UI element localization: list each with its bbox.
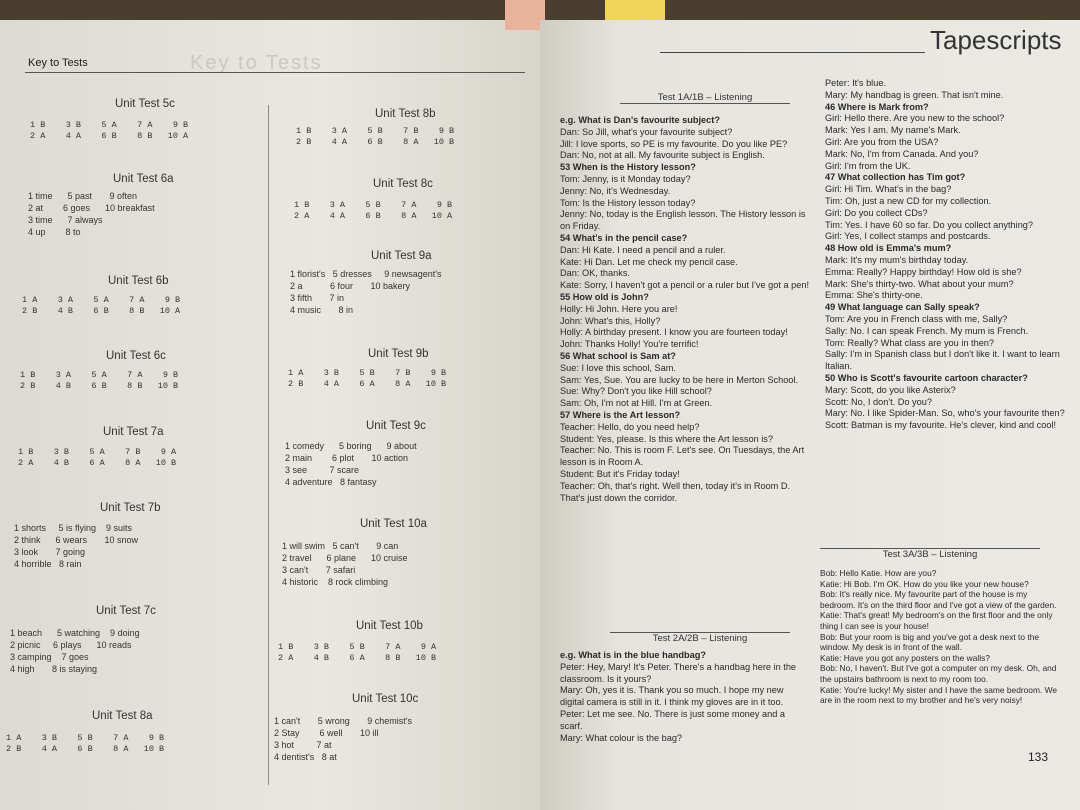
- page-header: Key to Tests: [28, 57, 88, 69]
- unit-title: Unit Test 8b: [375, 108, 436, 120]
- answers: 1 shorts 5 is flying 9 suits 2 think 6 wears 10 snow 3 look 7 going 4 horrible 8 rain: [14, 523, 139, 569]
- answers: 1 time 5 past 9 often 2 at 6 goes 10 breakfast 3 time 7 always 4 up 8 to: [28, 191, 155, 237]
- tapescript-column-2b: Bob: Hello Katie. How are you? Katie: Hi Bob. I'm OK. How do you like your new house? Bob: It's really nice. My favourite part of the house is my bedroom. It's on the third floor and I've got a view of the garden. Katie: That's great! My bedroom's on the first floor and the only thing I can see is your house! Bob: But your room is big and you've got a desk next to the window. My desk is in front of the wall. Katie: Have you got any posters on the walls? Bob: No, I haven't. But I've got a computer on my desk. Oh, and the upstairs bathroom is next to my room too. Katie: You're lucky! My sister and I have the same bedroom. We are in the room next to my brother and he's very noisy!: [820, 568, 1057, 706]
- section-heading: Test 3A/3B – Listening: [820, 548, 1040, 560]
- answers: 1 A 3 B 5 B 7 A 9 B 2 B 4 A 6 B 8 A 10 B: [6, 733, 165, 754]
- unit-title: Unit Test 5c: [115, 98, 175, 110]
- left-page: [0, 20, 540, 810]
- answers: 1 florist's 5 dresses 9 newsagent's 2 a 6 four 10 bakery 3 fifth 7 in 4 music 8 in: [290, 269, 442, 315]
- tapescript-column-1b: e.g. What is in the blue handbag? Peter: Hey, Mary! It's Peter. There's a handbag here in the classroom. Is it yours? Mary: Oh, yes it is. Thank you so much. I hope my new digital camera is still in it. I think my gloves are in it too. Peter: Let me see. No. There is just some money and a scarf. Mary: What colour is the bag?: [560, 650, 797, 743]
- answers: 1 A 3 A 5 A 7 A 9 B 2 B 4 B 6 B 8 B 10 A: [22, 295, 181, 316]
- unit-title: Unit Test 7c: [96, 605, 156, 617]
- answers: 1 beach 5 watching 9 doing 2 picnic 6 plays 10 reads 3 camping 7 goes 4 high 8 is staying: [10, 628, 140, 674]
- unit-title: Unit Test 8c: [373, 178, 433, 190]
- answers: 1 B 3 B 5 B 7 A 9 A 2 A 4 B 6 A 8 B 10 B: [278, 642, 437, 663]
- section-heading: Test 1A/1B – Listening: [620, 92, 790, 104]
- unit-title: Unit Test 9a: [371, 250, 432, 262]
- answers: 1 B 3 A 5 B 7 A 9 B 2 A 4 A 6 B 8 A 10 A: [294, 200, 453, 221]
- unit-title: Unit Test 9b: [368, 348, 429, 360]
- right-page: [540, 20, 1080, 810]
- unit-title: Unit Test 7a: [103, 426, 164, 438]
- answers: 1 B 3 B 5 A 7 A 9 B 2 A 4 A 6 B 8 B 10 A: [30, 120, 189, 141]
- unit-title: Unit Test 8a: [92, 710, 153, 722]
- header-rule: [25, 72, 525, 73]
- page-tab-sticker: [505, 0, 545, 30]
- unit-title: Unit Test 6a: [113, 173, 174, 185]
- answers: 1 B 3 A 5 A 7 A 9 B 2 B 4 B 6 B 8 B 10 B: [20, 370, 179, 391]
- unit-title: Unit Test 10b: [356, 620, 423, 632]
- page-tab-sticker: [605, 0, 665, 20]
- answers: 1 can't 5 wrong 9 chemist's 2 Stay 6 well 10 ill 3 hot 7 at 4 dentist's 8 at: [274, 716, 412, 762]
- column-divider: [268, 105, 269, 785]
- bleed-through-text: Key to Tests: [190, 52, 323, 74]
- answers: 1 comedy 5 boring 9 about 2 main 6 plot 10 action 3 see 7 scare 4 adventure 8 fantasy: [285, 441, 417, 487]
- answers: 1 B 3 A 5 B 7 B 9 B 2 B 4 A 6 B 8 A 10 B: [296, 126, 455, 147]
- unit-title: Unit Test 10c: [352, 693, 419, 705]
- tapescript-column-2: Peter: It's blue. Mary: My handbag is green. That isn't mine. 46 Where is Mark from? Girl: Hello there. Are you new to the school? Mark: Yes I am. My name's Mark. Girl: Are you from the USA? Mark: No, I'm from Canada. And you? Girl: I'm from the UK. 47 What collection has Tim got? Girl: Hi Tim. What's in the bag? Tim: Oh, just a new CD for my collection. Girl: Do you collect CDs? Tim: Yes. I have 60 so far. Do you collect anything? Girl: Yes, I collect stamps and postcards. 48 How old is Emma's mum? Mark: It's my mum's birthday today. Emma: Really? Happy birthday! How old is she? Mark: She's thirty-two. What about your mum? Emma: She's thirty-one. 49 What language can Sally speak? Tom: Are you in French class with me, Sally? Sally: No. I can speak French. My mum is French. Tom: Really? What class are you in then? Sally: I'm in Spanish class but I don't like it. I want to learn Italian. 50 Who is Scott's favourite cartoon character? Mary: Scott, do you like Asterix? Scott: No, I don't. Do you? Mary: No. I like Spider-Man. So, who's your favourite then? Scott: Batman is my favourite. He's clever, kind and cool!: [825, 78, 1065, 431]
- unit-title: Unit Test 6c: [106, 350, 166, 362]
- answers: 1 B 3 B 5 A 7 B 9 A 2 A 4 B 6 A 8 A 10 B: [18, 447, 177, 468]
- page-number: 133: [1028, 750, 1049, 764]
- answers: 1 A 3 B 5 B 7 B 9 B 2 B 4 A 6 A 8 A 10 B: [288, 368, 447, 389]
- tapescript-column-1: e.g. What is Dan's favourite subject? Dan: So Jill, what's your favourite subject? Jill: I love sports, so PE is my favourite. Do you like PE? Dan: No, not at all. My favourite subject is English. 53 When is the History lesson? Tom: Jenny, is it Monday today? Jenny: No, it's Wednesday. Tom: Is the History lesson today? Jenny: No, today is the English lesson. The History lesson is on Friday. 54 What's in the pencil case? Dan: Hi Kate. I need a pencil and a ruler. Kate: Hi Dan. Let me check my pencil case. Dan: OK, thanks. Kate: Sorry, I haven't got a pencil or a ruler but I've got a pen! 55 How old is John? Holly: Hi John. Here you are! John: What's this, Holly? Holly: A birthday present. I know you are fourteen today! John: Thanks Holly! You're terrific! 56 What school is Sam at? Sue: I love this school, Sam. Sam: Yes, Sue. You are lucky to be here in Merton School. Sue: Why? Don't you like Hill school? Sam: Oh, I'm not at Hill. I'm at Green. 57 Where is the Art lesson? Teacher: Hello, do you need help? Student: Yes, please. Is this where the Art lesson is? Teacher: No. This is room F. Let's see. On Tuesdays, the Art lesson is in Room A. Student: But it's Friday today! Teacher: Oh, that's right. Well then, today it's in Room D. That's just down the corridor.: [560, 115, 809, 503]
- unit-title: Unit Test 6b: [108, 275, 169, 287]
- unit-title: Unit Test 9c: [366, 420, 426, 432]
- unit-title: Unit Test 7b: [100, 502, 161, 514]
- answers: 1 will swim 5 can't 9 can 2 travel 6 plane 10 cruise 3 can't 7 safari 4 historic 8 rock climbing: [282, 541, 408, 587]
- title-rule: [660, 52, 925, 53]
- page-title: Tapescripts: [930, 25, 1062, 55]
- unit-title: Unit Test 10a: [360, 518, 427, 530]
- section-heading: Test 2A/2B – Listening: [610, 632, 790, 644]
